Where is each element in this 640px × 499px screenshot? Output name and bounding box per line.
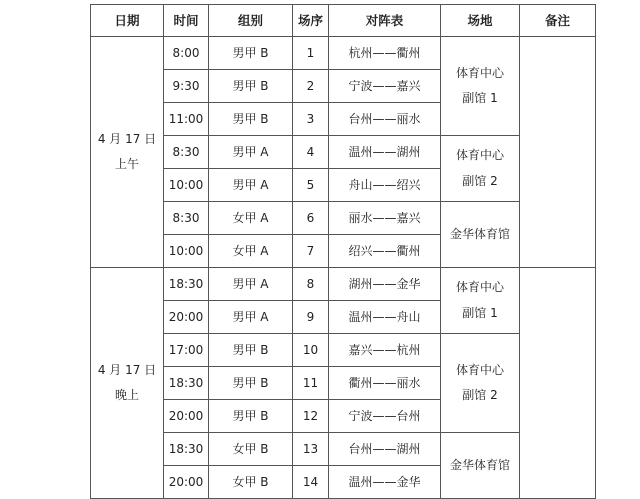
match-no-cell: 10 <box>293 334 329 367</box>
matchup-cell: 台州——湖州 <box>329 433 441 466</box>
matchup-cell: 温州——湖州 <box>329 136 441 169</box>
matchup-cell: 湖州——金华 <box>329 268 441 301</box>
match-no-cell: 5 <box>293 169 329 202</box>
time-cell: 8:30 <box>164 202 209 235</box>
table-row <box>91 37 596 70</box>
note-cell <box>520 37 596 268</box>
venue-line: 体育中心 <box>455 65 504 80</box>
time-cell: 10:00 <box>164 235 209 268</box>
group-cell: 男甲 A <box>209 301 293 334</box>
time-cell: 18:30 <box>164 268 209 301</box>
date-line: 4 月 17 日 <box>97 131 157 146</box>
match-no-cell: 11 <box>293 367 329 400</box>
group-cell: 男甲 B <box>209 103 293 136</box>
matchup-cell: 台州——丽水 <box>329 103 441 136</box>
header-matchup: 对阵表 <box>329 5 441 37</box>
venue-cell <box>441 37 520 136</box>
venue-cell <box>441 268 520 334</box>
matchup-cell: 绍兴——衢州 <box>329 235 441 268</box>
header-row <box>91 5 596 37</box>
matchup-cell: 杭州——衢州 <box>329 37 441 70</box>
venue-cell <box>441 433 520 499</box>
time-cell: 8:30 <box>164 136 209 169</box>
date-line: 晚上 <box>114 388 139 402</box>
time-cell: 20:00 <box>164 466 209 499</box>
matchup-cell: 嘉兴——杭州 <box>329 334 441 367</box>
venue-line: 体育中心 <box>455 362 504 377</box>
header-match-no: 场序 <box>293 5 329 37</box>
group-cell: 男甲 B <box>209 334 293 367</box>
time-cell: 20:00 <box>164 301 209 334</box>
match-no-cell: 8 <box>293 268 329 301</box>
time-cell: 8:00 <box>164 37 209 70</box>
header-date: 日期 <box>91 5 164 37</box>
group-cell: 男甲 B <box>209 37 293 70</box>
note-cell <box>520 268 596 499</box>
date-line: 4 月 17 日 <box>97 362 157 377</box>
match-no-cell: 12 <box>293 400 329 433</box>
venue-cell <box>441 334 520 433</box>
venue-line: 副馆 1 <box>462 305 498 320</box>
header-venue: 场地 <box>441 5 520 37</box>
group-cell: 女甲 B <box>209 433 293 466</box>
match-no-cell: 3 <box>293 103 329 136</box>
match-no-cell: 2 <box>293 70 329 103</box>
time-cell: 11:00 <box>164 103 209 136</box>
table-header <box>91 5 596 37</box>
match-no-cell: 4 <box>293 136 329 169</box>
header-time: 时间 <box>164 5 209 37</box>
match-no-cell: 13 <box>293 433 329 466</box>
date-line: 上午 <box>114 157 139 171</box>
match-no-cell: 7 <box>293 235 329 268</box>
date-cell <box>91 37 164 268</box>
group-cell: 男甲 B <box>209 70 293 103</box>
match-no-cell: 14 <box>293 466 329 499</box>
matchup-cell: 舟山——绍兴 <box>329 169 441 202</box>
venue-line: 体育中心 <box>455 280 504 295</box>
venue-line: 副馆 2 <box>462 388 498 402</box>
group-cell: 男甲 A <box>209 136 293 169</box>
time-cell: 9:30 <box>164 70 209 103</box>
matchup-cell: 宁波——嘉兴 <box>329 70 441 103</box>
venue-line: 体育中心 <box>455 148 504 163</box>
time-cell: 17:00 <box>164 334 209 367</box>
group-cell: 女甲 A <box>209 235 293 268</box>
matchup-cell: 宁波——台州 <box>329 400 441 433</box>
group-cell: 男甲 B <box>209 367 293 400</box>
schedule-table <box>90 4 596 499</box>
venue-cell <box>441 136 520 202</box>
matchup-cell: 丽水——嘉兴 <box>329 202 441 235</box>
venue-line: 副馆 2 <box>462 173 498 188</box>
date-cell <box>91 268 164 499</box>
group-cell: 女甲 B <box>209 466 293 499</box>
header-note: 备注 <box>520 5 596 37</box>
match-no-cell: 9 <box>293 301 329 334</box>
time-cell: 18:30 <box>164 367 209 400</box>
time-cell: 18:30 <box>164 433 209 466</box>
venue-line: 金华体育馆 <box>449 457 510 472</box>
group-cell: 男甲 B <box>209 400 293 433</box>
matchup-cell: 衢州——丽水 <box>329 367 441 400</box>
time-cell: 20:00 <box>164 400 209 433</box>
matchup-cell: 温州——舟山 <box>329 301 441 334</box>
time-cell: 10:00 <box>164 169 209 202</box>
group-cell: 女甲 A <box>209 202 293 235</box>
table-body <box>91 37 596 499</box>
venue-line: 金华体育馆 <box>449 226 510 241</box>
table-row <box>91 268 596 301</box>
matchup-cell: 温州——金华 <box>329 466 441 499</box>
venue-line: 副馆 1 <box>462 91 498 105</box>
group-cell: 男甲 A <box>209 169 293 202</box>
header-group: 组别 <box>209 5 293 37</box>
group-cell: 男甲 A <box>209 268 293 301</box>
venue-cell <box>441 202 520 268</box>
match-no-cell: 6 <box>293 202 329 235</box>
match-no-cell: 1 <box>293 37 329 70</box>
